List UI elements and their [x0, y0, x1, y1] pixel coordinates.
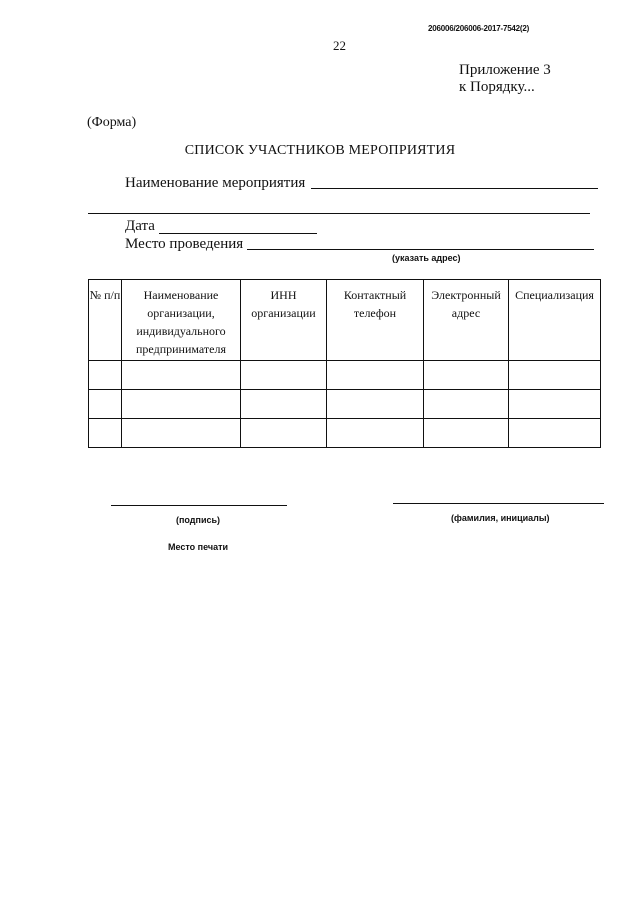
event-name-line[interactable]	[311, 188, 598, 189]
table-row	[89, 419, 601, 448]
column-header-specialization: Специализация	[509, 280, 601, 361]
venue-hint: (указать адрес)	[392, 253, 461, 263]
table-cell[interactable]	[327, 361, 424, 390]
table-cell[interactable]	[122, 390, 241, 419]
table-cell[interactable]	[509, 390, 601, 419]
table-cell[interactable]	[89, 361, 122, 390]
form-label: (Форма)	[87, 115, 137, 130]
table-cell[interactable]	[424, 361, 509, 390]
appendix-reference	[459, 62, 551, 96]
venue-line[interactable]	[247, 249, 594, 250]
appendix-line-2: к Порядку...	[459, 79, 535, 95]
table-cell[interactable]	[241, 361, 327, 390]
table-cell[interactable]	[327, 419, 424, 448]
table-cell[interactable]	[241, 419, 327, 448]
column-header-phone: Контактный телефон	[327, 280, 424, 361]
table-cell[interactable]	[509, 419, 601, 448]
signature-line[interactable]	[111, 505, 287, 506]
event-name-label: Наименование мероприятия	[125, 175, 306, 191]
document-title: СПИСОК УЧАСТНИКОВ МЕРОПРИЯТИЯ	[184, 143, 456, 158]
date-label: Дата	[125, 218, 155, 234]
table-cell[interactable]	[122, 419, 241, 448]
name-line[interactable]	[393, 503, 604, 504]
appendix-line-1: Приложение 3	[459, 62, 551, 78]
signature-label: (подпись)	[176, 515, 221, 525]
table-row	[89, 390, 601, 419]
table-cell[interactable]	[424, 419, 509, 448]
table-cell[interactable]	[89, 390, 122, 419]
column-header-email: Электронный адрес	[424, 280, 509, 361]
name-label: (фамилия, инициалы)	[451, 513, 550, 523]
column-header-organization: Наименование организации, индивидуального предпринимателя	[122, 280, 241, 361]
table-row	[89, 361, 601, 390]
table-header-row	[89, 280, 601, 361]
table-cell[interactable]	[327, 390, 424, 419]
table-cell[interactable]	[241, 390, 327, 419]
stamp-label: Место печати	[168, 542, 229, 552]
table-cell[interactable]	[424, 390, 509, 419]
column-header-inn: ИНН организации	[241, 280, 327, 361]
document-code: 206006/206006-2017-7542(2)	[428, 24, 530, 33]
date-line[interactable]	[159, 233, 317, 234]
table-cell[interactable]	[509, 361, 601, 390]
event-name-line-2[interactable]	[88, 213, 590, 214]
table-cell[interactable]	[122, 361, 241, 390]
table-cell[interactable]	[89, 419, 122, 448]
column-header-number: № п/п	[89, 280, 122, 361]
page-number: 22	[333, 38, 346, 53]
venue-label: Место проведения	[125, 236, 244, 252]
participants-table	[88, 279, 601, 448]
